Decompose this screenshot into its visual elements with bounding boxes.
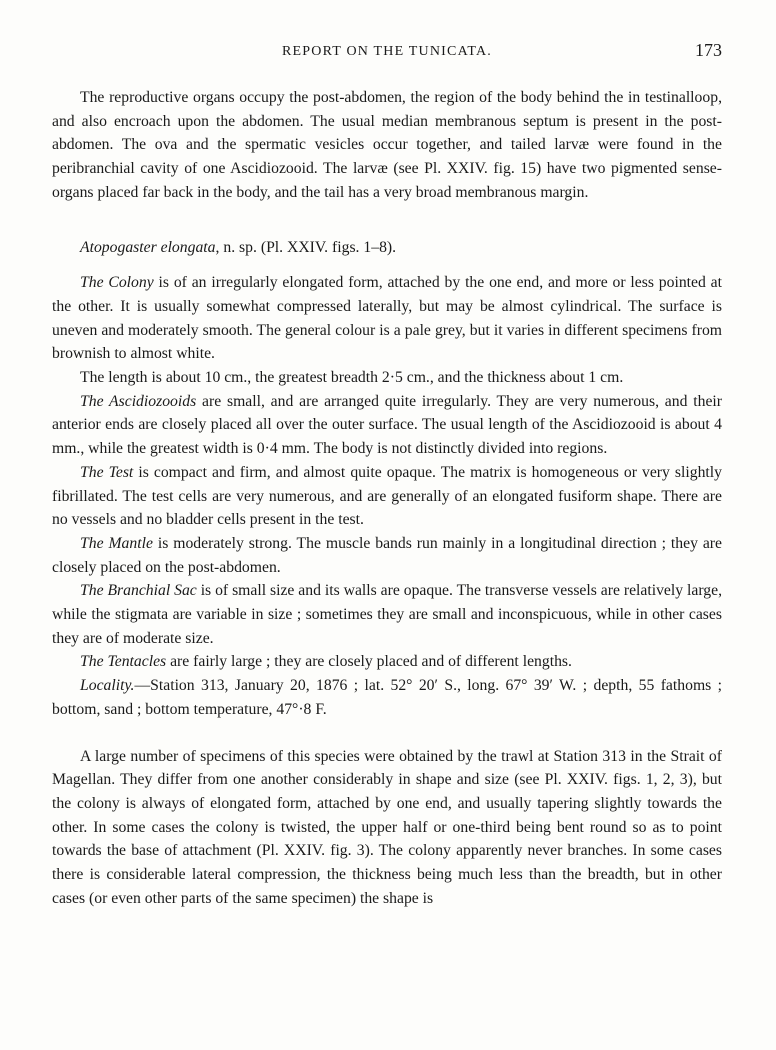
- term-tentacles: The Tentacles: [80, 653, 167, 671]
- colony-text: is of an irregularly elongated form, attached by the one end, and more or less pointed at the other. It is usually somewhat compressed laterally, but may be almost cylindrical. The surface is uneven and moderately smooth. The general colour is a pale grey, but it varies in different specimens from brownish to almost white.: [52, 274, 722, 363]
- term-locality: Locality.: [80, 677, 135, 695]
- mantle-text: is moderately strong. The muscle bands run mainly in a longitudinal direction ; they are closely placed on the post-abdomen.: [52, 534, 722, 576]
- paragraph-length: The length is about 10 cm., the greatest breadth 2·5 cm., and the thickness about 1 cm.: [80, 369, 624, 387]
- term-ascidiozooids: The Ascidiozooids: [80, 392, 197, 410]
- term-colony: The Colony: [80, 274, 154, 292]
- paragraph-tentacles: [52, 650, 722, 674]
- paragraph-specimens: A large number of specimens of this species were obtained by the trawl at Station 313 in the Strait of Magellan. They differ from one another considerably in shape and size (see Pl. XXIV. figs. 1, 2, 3), but the colony is always of elongated form, attached by one end, and usually tapering slightly towards the other. In some cases the colony is twisted, the upper half or one-third being bent round so as to point towards the base of attachment (Pl. XXIV. fig. 3). The colony apparently never branches. In some cases there is considerable lateral compression, the thickness being much less than the breadth, but in other cases (or even other parts of the same specimen) the shape is: [52, 747, 722, 907]
- tentacles-text: are fairly large ; they are closely placed and of different lengths.: [166, 653, 572, 671]
- species-heading: [52, 236, 722, 260]
- species-heading-rest: , n. sp. (Pl. XXIV. figs. 1–8).: [215, 238, 397, 256]
- term-test: The Test: [80, 463, 134, 481]
- branchial-sac-text: is of small size and its walls are opaque. The transverse vessels are relatively large, while the stigmata are variable in size ; sometimes they are small and inconspicuous, while in other cases they are of moderate size.: [52, 582, 722, 647]
- species-name: Atopogaster elongata: [80, 238, 216, 256]
- running-head: REPORT ON THE TUNICATA.: [282, 44, 492, 59]
- page-header: [52, 40, 722, 64]
- page-number: 173: [695, 40, 722, 60]
- paragraph-ascidiozooids: [52, 390, 722, 461]
- paragraph-test: [52, 461, 722, 532]
- paragraph-locality: [52, 674, 722, 721]
- term-mantle: The Mantle: [80, 534, 153, 552]
- paragraph-colony: [52, 271, 722, 366]
- paragraph-mantle: [52, 532, 722, 579]
- paragraph-branchial-sac: [52, 579, 722, 650]
- paragraph-reproductive-organs: The reproductive organs occupy the post-abdomen, the region of the body behind the in testinalloop, and also encroach upon the abdomen. The usual median membranous septum is present in the post-abdomen. The ova and the spermatic vesicles occur together, and tailed larvæ were found in the peribranchial cavity of one Ascidiozooid. The larvæ (see Pl. XXIV. fig. 15) have two pigmented sense-organs placed far back in the body, and the tail has a very broad membranous margin.: [52, 89, 722, 201]
- body-text: [52, 86, 722, 911]
- term-branchial-sac: The Branchial Sac: [80, 582, 197, 600]
- ascidiozooids-text: are small, and are arranged quite irregularly. They are very numerous, and their anterior ends are closely placed all over the outer surface. The usual length of the Ascidiozooid is about 4 mm., while the greatest width is 0·4 mm. The body is not distinctly divided into regions.: [52, 392, 722, 458]
- test-text: is compact and firm, and almost quite opaque. The matrix is homogeneous or very slightly fibrillated. The test cells are very numerous, and are generally of an elongated fusiform shape. There are no vessels and no bladder cells present in the test.: [52, 463, 722, 529]
- locality-text: —Station 313, January 20, 1876 ; lat. 52° 20′ S., long. 67° 39′ W. ; depth, 55 fathoms ; bottom, sand ; bottom temperature, 47°·8 F.: [52, 677, 722, 718]
